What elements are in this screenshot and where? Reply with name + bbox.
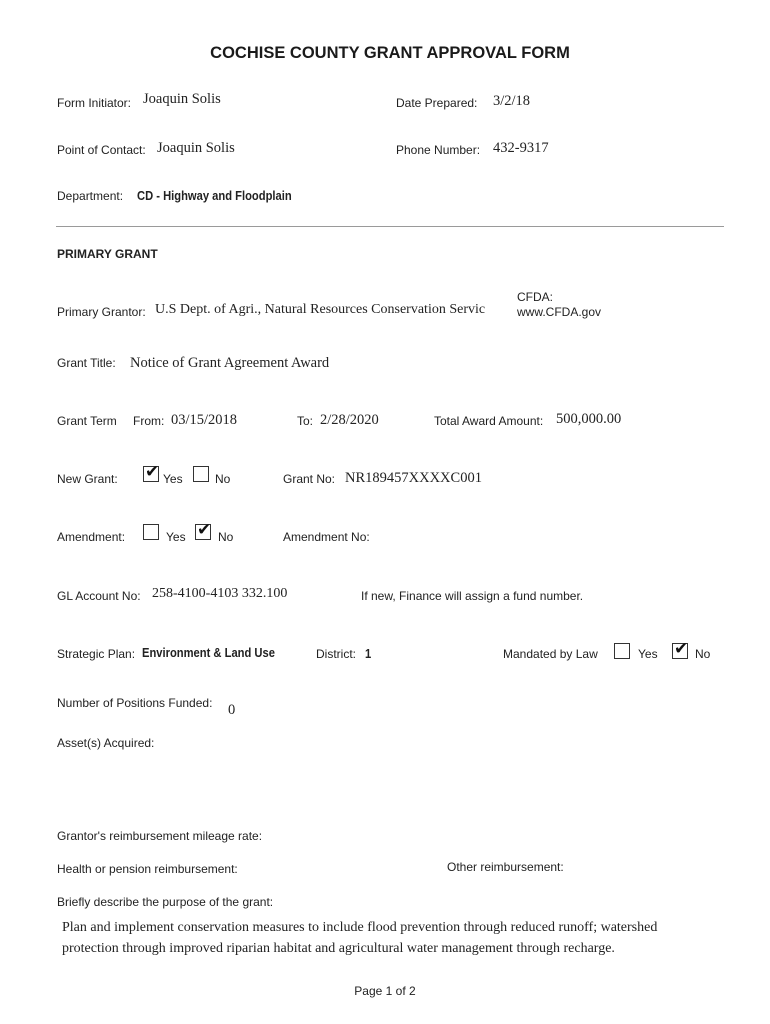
purpose-text-line-1[interactable]: Plan and implement conservation measures to include flood prevention through reduced runoff; watershed <box>62 920 658 935</box>
positions-funded-field[interactable]: 0 <box>228 702 236 718</box>
point-of-contact-field[interactable]: Joaquin Solis <box>157 140 235 156</box>
primary-grantor-label: Primary Grantor: <box>57 305 146 319</box>
to-label: To: <box>297 414 314 428</box>
cfda-link[interactable]: www.CFDA.gov <box>517 305 602 319</box>
grant-term-label: Grant Term <box>57 414 117 428</box>
grant-no-label: Grant No: <box>283 472 336 486</box>
strategic-plan-label: Strategic Plan: <box>57 647 136 661</box>
form-initiator-field[interactable]: Joaquin Solis <box>143 91 221 107</box>
phone-number-label: Phone Number: <box>396 143 481 157</box>
date-prepared-field[interactable]: 3/2/18 <box>493 93 531 109</box>
primary-grantor-field[interactable]: U.S Dept. of Agri., Natural Resources Conservation Servic <box>155 302 486 317</box>
other-reimbursement-label: Other reimbursement: <box>447 860 564 874</box>
checkmark-icon: ✔ <box>145 462 160 482</box>
new-grant-no-checkbox[interactable] <box>193 466 209 482</box>
mandated-no-checkbox[interactable] <box>672 639 689 659</box>
purpose-label: Briefly describe the purpose of the grant: <box>57 895 274 909</box>
amendment-label: Amendment: <box>57 530 126 544</box>
purpose-text-line-2[interactable]: protection through improved riparian habitat and agricultural water management through recharge. <box>62 941 615 956</box>
total-award-field[interactable]: 500,000.00 <box>556 411 622 427</box>
mandated-yes-checkbox[interactable] <box>614 643 630 659</box>
department-label: Department: <box>57 189 124 203</box>
checkmark-icon: ✔ <box>674 639 689 659</box>
new-grant-yes-label: Yes <box>163 472 183 486</box>
point-of-contact-label: Point of Contact: <box>57 143 146 157</box>
amendment-no-checkbox[interactable] <box>195 520 212 540</box>
district-field[interactable]: 1 <box>365 646 372 661</box>
gl-account-label: GL Account No: <box>57 589 141 603</box>
gl-account-note: If new, Finance will assign a fund number. <box>361 589 584 603</box>
health-pension-label: Health or pension reimbursement: <box>57 862 238 876</box>
gl-account-field[interactable]: 258-4100-4103 332.100 <box>152 586 288 601</box>
from-label: From: <box>133 414 165 428</box>
grant-title-label: Grant Title: <box>57 356 116 370</box>
to-date-field[interactable]: 2/28/2020 <box>320 412 379 428</box>
primary-grant-heading: PRIMARY GRANT <box>57 247 158 261</box>
new-grant-no-label: No <box>215 472 231 486</box>
department-field[interactable]: CD - Highway and Floodplain <box>137 188 292 203</box>
grant-no-field[interactable]: NR189457XXXXC001 <box>345 470 482 486</box>
new-grant-label: New Grant: <box>57 472 118 486</box>
amendment-no-label: No <box>218 530 234 544</box>
form-title: COCHISE COUNTY GRANT APPROVAL FORM <box>210 44 570 62</box>
cfda-label: CFDA: <box>517 290 553 304</box>
amendment-yes-label: Yes <box>166 530 186 544</box>
positions-funded-label: Number of Positions Funded: <box>57 696 213 710</box>
checkmark-icon: ✔ <box>197 520 212 540</box>
page-number: Page 1 of 2 <box>354 984 416 998</box>
mileage-rate-label: Grantor's reimbursement mileage rate: <box>57 829 263 843</box>
total-award-label: Total Award Amount: <box>434 414 544 428</box>
new-grant-yes-checkbox[interactable] <box>143 462 160 482</box>
grant-title-field[interactable]: Notice of Grant Agreement Award <box>130 355 330 371</box>
amendment-yes-checkbox[interactable] <box>143 524 159 540</box>
from-date-field[interactable]: 03/15/2018 <box>171 412 238 428</box>
mandated-yes-label: Yes <box>638 647 658 661</box>
amendment-number-label: Amendment No: <box>283 530 370 544</box>
district-label: District: <box>316 647 356 661</box>
mandated-by-law-label: Mandated by Law <box>503 647 598 661</box>
section-divider <box>56 226 724 227</box>
date-prepared-label: Date Prepared: <box>396 96 478 110</box>
strategic-plan-field[interactable]: Environment & Land Use <box>142 645 275 660</box>
phone-number-field[interactable]: 432-9317 <box>493 140 549 156</box>
mandated-no-label: No <box>695 647 711 661</box>
form-initiator-label: Form Initiator: <box>57 96 132 110</box>
assets-acquired-label: Asset(s) Acquired: <box>57 736 155 750</box>
